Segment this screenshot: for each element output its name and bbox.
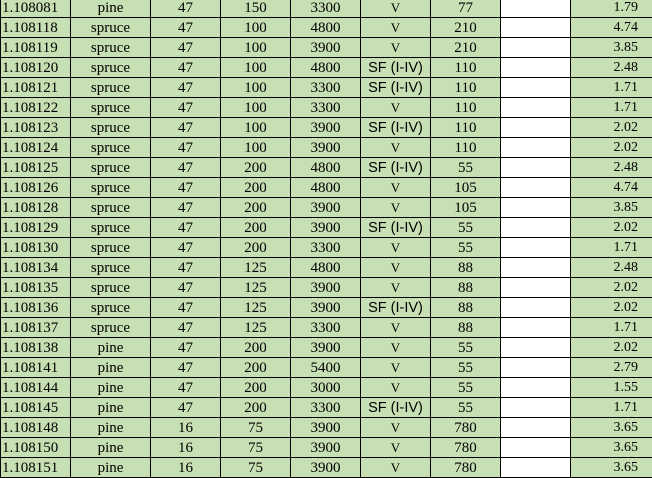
table-row [1,458,652,478]
cell-count[interactable]: 105 [431,178,501,198]
cell-width[interactable]: 200 [221,198,291,218]
cell-length[interactable]: 4800 [291,58,361,78]
cell-count[interactable]: 88 [431,278,501,298]
cell-id[interactable]: 1.108122 [1,98,71,118]
cell-id[interactable]: 1.108141 [1,358,71,378]
cell-blank[interactable] [501,298,571,318]
table-row [1,218,652,238]
cell-value[interactable]: 1.79 [571,0,652,18]
cell-species[interactable]: spruce [71,318,151,338]
cell-thickness[interactable]: 47 [151,98,221,118]
cell-thickness[interactable]: 47 [151,378,221,398]
table-row [1,98,652,118]
cell-grade[interactable]: V [361,238,431,258]
cell-length[interactable]: 3000 [291,378,361,398]
cell-grade[interactable]: SF (I-IV) [361,218,431,238]
cell-count[interactable]: 110 [431,118,501,138]
cell-width[interactable]: 100 [221,98,291,118]
cell-thickness[interactable]: 16 [151,458,221,478]
cell-count[interactable]: 55 [431,358,501,378]
cell-grade[interactable]: V [361,338,431,358]
cell-grade[interactable]: V [361,178,431,198]
cell-thickness[interactable]: 47 [151,338,221,358]
cell-species[interactable]: pine [71,398,151,418]
cell-blank[interactable] [501,38,571,58]
cell-id[interactable]: 1.108135 [1,278,71,298]
cell-value[interactable]: 2.02 [571,298,652,318]
cell-width[interactable]: 100 [221,38,291,58]
cell-thickness[interactable]: 47 [151,238,221,258]
cell-blank[interactable] [501,438,571,458]
cell-value[interactable]: 1.71 [571,398,652,418]
cell-blank[interactable] [501,158,571,178]
cell-length[interactable]: 3900 [291,278,361,298]
cell-length[interactable]: 4800 [291,18,361,38]
cell-id[interactable]: 1.108144 [1,378,71,398]
cell-grade[interactable]: V [361,198,431,218]
cell-length[interactable]: 3900 [291,298,361,318]
cell-blank[interactable] [501,238,571,258]
table-row [1,238,652,258]
cell-blank[interactable] [501,338,571,358]
cell-value[interactable]: 1.55 [571,378,652,398]
cell-grade[interactable]: V [361,38,431,58]
cell-thickness[interactable]: 47 [151,258,221,278]
cell-count[interactable]: 780 [431,458,501,478]
cell-count[interactable]: 55 [431,218,501,238]
cell-species[interactable]: spruce [71,98,151,118]
cell-width[interactable]: 75 [221,438,291,458]
cell-id[interactable]: 1.108145 [1,398,71,418]
cell-id[interactable]: 1.108136 [1,298,71,318]
cell-length[interactable]: 5400 [291,358,361,378]
cell-count[interactable]: 55 [431,398,501,418]
cell-length[interactable]: 3900 [291,118,361,138]
cell-width[interactable]: 100 [221,78,291,98]
cell-width[interactable]: 75 [221,418,291,438]
table-row [1,418,652,438]
cell-species[interactable]: pine [71,338,151,358]
table-row [1,278,652,298]
cell-count[interactable]: 55 [431,238,501,258]
cell-width[interactable]: 200 [221,238,291,258]
cell-length[interactable]: 3900 [291,438,361,458]
cell-count[interactable]: 210 [431,18,501,38]
table-row [1,118,652,138]
cell-count[interactable]: 780 [431,438,501,458]
cell-id[interactable]: 1.108134 [1,258,71,278]
table-row [1,318,652,338]
cell-species[interactable]: pine [71,418,151,438]
cell-id[interactable]: 1.108081 [1,0,71,18]
table-row [1,78,652,98]
cell-thickness[interactable]: 47 [151,118,221,138]
cell-value[interactable]: 2.02 [571,278,652,298]
table-row [1,0,652,18]
cell-id[interactable]: 1.108119 [1,38,71,58]
cell-count[interactable]: 110 [431,78,501,98]
cell-width[interactable]: 100 [221,118,291,138]
cell-grade[interactable]: V [361,378,431,398]
cell-grade[interactable]: V [361,0,431,18]
cell-value[interactable]: 2.48 [571,258,652,278]
cell-species[interactable]: spruce [71,58,151,78]
cell-thickness[interactable]: 47 [151,318,221,338]
cell-grade[interactable]: SF (I-IV) [361,298,431,318]
cell-value[interactable]: 3.85 [571,38,652,58]
cell-count[interactable]: 88 [431,258,501,278]
cell-width[interactable]: 200 [221,218,291,238]
cell-grade[interactable]: V [361,18,431,38]
cell-species[interactable]: spruce [71,118,151,138]
cell-blank[interactable] [501,78,571,98]
cell-species[interactable]: spruce [71,278,151,298]
table-row [1,358,652,378]
cell-grade[interactable]: V [361,318,431,338]
cell-id[interactable]: 1.108128 [1,198,71,218]
cell-thickness[interactable]: 47 [151,358,221,378]
cell-grade[interactable]: V [361,138,431,158]
cell-blank[interactable] [501,358,571,378]
cell-width[interactable]: 200 [221,338,291,358]
cell-length[interactable]: 3300 [291,0,361,18]
cell-blank[interactable] [501,278,571,298]
cell-blank[interactable] [501,138,571,158]
cell-blank[interactable] [501,58,571,78]
cell-thickness[interactable]: 16 [151,438,221,458]
cell-id[interactable]: 1.108130 [1,238,71,258]
cell-length[interactable]: 3900 [291,38,361,58]
cell-blank[interactable] [501,218,571,238]
cell-species[interactable]: spruce [71,38,151,58]
cell-count[interactable]: 88 [431,298,501,318]
cell-value[interactable]: 4.74 [571,178,652,198]
cell-blank[interactable] [501,458,571,478]
table-row [1,298,652,318]
cell-value[interactable]: 2.48 [571,58,652,78]
cell-thickness[interactable]: 47 [151,278,221,298]
sheet-body [1,0,652,478]
cell-value[interactable]: 1.71 [571,318,652,338]
cell-species[interactable]: pine [71,458,151,478]
cell-value[interactable]: 3.65 [571,458,652,478]
cell-id[interactable]: 1.108138 [1,338,71,358]
cell-species[interactable]: pine [71,378,151,398]
cell-value[interactable]: 1.71 [571,98,652,118]
cell-thickness[interactable]: 16 [151,418,221,438]
cell-width[interactable]: 150 [221,0,291,18]
table-row [1,258,652,278]
table-row [1,438,652,458]
cell-id[interactable]: 1.108150 [1,438,71,458]
cell-species[interactable]: spruce [71,78,151,98]
table-row [1,18,652,38]
cell-thickness[interactable]: 47 [151,58,221,78]
cell-species[interactable]: spruce [71,18,151,38]
cell-length[interactable]: 3300 [291,98,361,118]
cell-width[interactable]: 100 [221,18,291,38]
cell-value[interactable]: 2.02 [571,118,652,138]
cell-blank[interactable] [501,98,571,118]
cell-id[interactable]: 1.108126 [1,178,71,198]
cell-width[interactable]: 200 [221,158,291,178]
table-row [1,338,652,358]
cell-grade[interactable]: V [361,358,431,378]
cell-length[interactable]: 3900 [291,138,361,158]
cell-length[interactable]: 3900 [291,338,361,358]
cell-value[interactable]: 4.74 [571,18,652,38]
cell-blank[interactable] [501,398,571,418]
cell-length[interactable]: 3900 [291,218,361,238]
cell-length[interactable]: 4800 [291,258,361,278]
cell-thickness[interactable]: 47 [151,298,221,318]
cell-value[interactable]: 2.48 [571,158,652,178]
cell-grade[interactable]: V [361,278,431,298]
cell-thickness[interactable]: 47 [151,178,221,198]
cell-width[interactable]: 125 [221,258,291,278]
cell-value[interactable]: 3.65 [571,418,652,438]
cell-species[interactable]: spruce [71,198,151,218]
cell-thickness[interactable]: 47 [151,158,221,178]
cell-width[interactable]: 75 [221,458,291,478]
cell-count[interactable]: 210 [431,38,501,58]
table-row [1,158,652,178]
cell-length[interactable]: 3900 [291,418,361,438]
cell-species[interactable]: spruce [71,298,151,318]
cell-id[interactable]: 1.108120 [1,58,71,78]
cell-grade[interactable]: SF (I-IV) [361,78,431,98]
cell-length[interactable]: 4800 [291,178,361,198]
cell-id[interactable]: 1.108124 [1,138,71,158]
cell-id[interactable]: 1.108148 [1,418,71,438]
cell-width[interactable]: 200 [221,398,291,418]
cell-width[interactable]: 200 [221,378,291,398]
cell-id[interactable]: 1.108151 [1,458,71,478]
cell-length[interactable]: 3300 [291,78,361,98]
cell-thickness[interactable]: 47 [151,18,221,38]
cell-species[interactable]: spruce [71,138,151,158]
cell-count[interactable]: 55 [431,158,501,178]
table-row [1,58,652,78]
cell-grade[interactable]: V [361,258,431,278]
cell-id[interactable]: 1.108125 [1,158,71,178]
cell-grade[interactable]: V [361,98,431,118]
cell-species[interactable]: spruce [71,258,151,278]
cell-grade[interactable]: V [361,418,431,438]
table-row [1,178,652,198]
cell-blank[interactable] [501,378,571,398]
cell-id[interactable]: 1.108118 [1,18,71,38]
cell-length[interactable]: 3300 [291,398,361,418]
cell-species[interactable]: spruce [71,218,151,238]
cell-width[interactable]: 125 [221,278,291,298]
cell-species[interactable]: pine [71,358,151,378]
cell-species[interactable]: pine [71,0,151,18]
cell-blank[interactable] [501,318,571,338]
cell-width[interactable]: 125 [221,298,291,318]
cell-count[interactable]: 110 [431,58,501,78]
cell-width[interactable]: 200 [221,358,291,378]
cell-width[interactable]: 100 [221,138,291,158]
cell-value[interactable]: 2.02 [571,218,652,238]
cell-id[interactable]: 1.108129 [1,218,71,238]
cell-blank[interactable] [501,118,571,138]
cell-grade[interactable]: V [361,438,431,458]
cell-thickness[interactable]: 47 [151,198,221,218]
cell-blank[interactable] [501,258,571,278]
cell-grade[interactable]: V [361,458,431,478]
cell-count[interactable]: 77 [431,0,501,18]
cell-value[interactable]: 2.02 [571,138,652,158]
cell-value[interactable]: 2.79 [571,358,652,378]
table-row [1,138,652,158]
cell-thickness[interactable]: 47 [151,38,221,58]
cell-count[interactable]: 88 [431,318,501,338]
cell-id[interactable]: 1.108123 [1,118,71,138]
cell-thickness[interactable]: 47 [151,218,221,238]
cell-grade[interactable]: SF (I-IV) [361,158,431,178]
cell-length[interactable]: 3900 [291,198,361,218]
cell-length[interactable]: 4800 [291,158,361,178]
cell-length[interactable]: 3300 [291,318,361,338]
cell-id[interactable]: 1.108137 [1,318,71,338]
cell-id[interactable]: 1.108121 [1,78,71,98]
cell-value[interactable]: 2.02 [571,338,652,358]
table-row [1,38,652,58]
cell-blank[interactable] [501,178,571,198]
cell-count[interactable]: 110 [431,98,501,118]
cell-blank[interactable] [501,198,571,218]
cell-count[interactable]: 55 [431,378,501,398]
cell-thickness[interactable]: 47 [151,398,221,418]
cell-count[interactable]: 105 [431,198,501,218]
table-row [1,198,652,218]
cell-grade[interactable]: SF (I-IV) [361,58,431,78]
cell-blank[interactable] [501,418,571,438]
cell-species[interactable]: pine [71,438,151,458]
cell-species[interactable]: spruce [71,158,151,178]
cell-value[interactable]: 1.71 [571,238,652,258]
table-row [1,398,652,418]
cell-thickness[interactable]: 47 [151,138,221,158]
cell-value[interactable]: 3.85 [571,198,652,218]
cell-length[interactable]: 3300 [291,238,361,258]
cell-width[interactable]: 200 [221,178,291,198]
cell-grade[interactable]: SF (I-IV) [361,118,431,138]
cell-length[interactable]: 3900 [291,458,361,478]
cell-blank[interactable] [501,18,571,38]
cell-width[interactable]: 125 [221,318,291,338]
cell-count[interactable]: 110 [431,138,501,158]
cell-thickness[interactable]: 47 [151,0,221,18]
cell-species[interactable]: spruce [71,178,151,198]
cell-species[interactable]: spruce [71,238,151,258]
cell-count[interactable]: 780 [431,418,501,438]
cell-width[interactable]: 100 [221,58,291,78]
cell-value[interactable]: 1.71 [571,78,652,98]
cell-count[interactable]: 55 [431,338,501,358]
cell-grade[interactable]: SF (I-IV) [361,398,431,418]
table-row [1,378,652,398]
cell-thickness[interactable]: 47 [151,78,221,98]
cell-value[interactable]: 3.65 [571,438,652,458]
cell-blank[interactable] [501,0,571,18]
